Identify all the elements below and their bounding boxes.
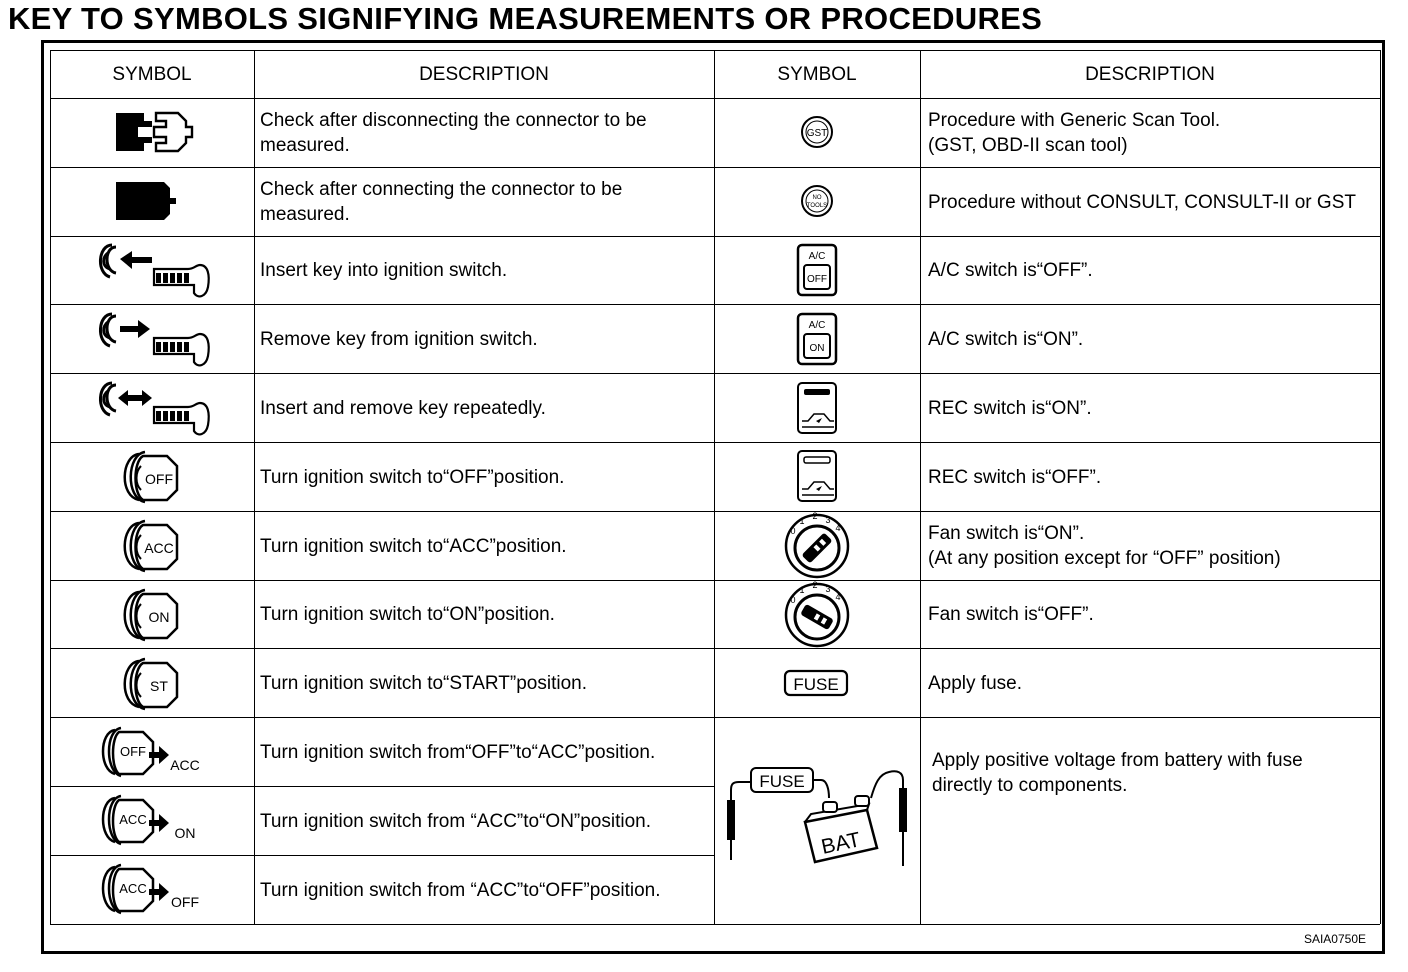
description-line: Turn ignition switch to“ON”position. [260,604,555,626]
icon-label: FUSE [793,674,839,694]
symbol-cell [50,98,254,167]
symbol-cell [714,648,920,717]
description-cell [260,512,714,581]
description-line: Turn ignition switch from “ACC”to“OFF”position. [260,879,661,901]
page-title: KEY TO SYMBOLS SIGNIFYING MEASUREMENTS OR PROCEDURES [8,1,1043,36]
icon-label: ACC [119,881,147,897]
icon-label: 1 [799,585,805,595]
ignition-acc-to-off-icon [99,857,205,921]
ignition-off-to-acc-icon [99,720,205,784]
symbol-cell [50,786,254,855]
icon-label: BAT [819,828,863,860]
icon-label: A/C [808,319,826,331]
description-line: Procedure without CONSULT, CONSULT-II or GST [928,191,1356,213]
icon-label: OFF [171,894,199,911]
icon-label: OFF [145,471,173,488]
fan-off-icon [782,579,852,649]
table-rule [254,50,255,924]
description-cell [260,718,714,787]
description-line: Remove key from ignition switch. [260,329,538,351]
icon-label: 1 [799,516,805,527]
description-line: (GST, OBD-II scan tool) [928,135,1128,157]
table-rule [50,924,1380,925]
rec-on-switch-icon [794,381,840,435]
description-cell [260,168,714,237]
description-line: Fan switch is“ON”. [928,523,1085,545]
description-cell [260,649,714,718]
description-line: Apply fuse. [928,673,1022,695]
description-line: measured. [260,135,350,157]
description-line: Turn ignition switch to“START”position. [260,673,587,695]
symbol-cell [714,580,920,649]
icon-label: 3 [825,515,831,526]
icon-label: OFF [807,273,827,285]
icon-label: 2 [812,511,818,522]
icon-label: ON [174,825,196,842]
description-line: Turn ignition switch to“OFF”position. [260,466,565,488]
ac-off-switch-icon [794,243,840,297]
symbol-cell [714,373,920,442]
description-cell [260,374,714,443]
icon-label: ACC [119,812,147,828]
remove-key-icon [92,308,212,370]
description-cell [928,168,1380,237]
icon-label: 0 [790,526,796,537]
header-right-description: DESCRIPTION [1085,63,1215,85]
ac-on-switch-icon [794,312,840,366]
description-cell [928,512,1380,581]
description-cell [260,787,714,856]
icon-label: ON [809,342,825,354]
description-cell [932,723,1380,823]
connector-connected-icon [106,174,198,228]
symbol-cell [714,98,920,167]
fan-on-icon [782,510,852,580]
header-right-symbol: SYMBOL [777,63,857,85]
description-cell [928,649,1380,718]
symbol-cell [714,167,920,236]
symbol-cell [50,304,254,373]
symbol-cell [50,511,254,580]
insert-remove-key-icon [92,377,212,439]
icon-label: 4 [835,592,841,602]
description-cell [928,443,1380,512]
icon-label: ON [148,608,170,625]
description-cell [260,581,714,650]
description-line: directly to components. [932,775,1128,797]
insert-key-icon [92,239,212,301]
icon-label: 4 [835,523,841,534]
description-line: A/C switch is“ON”. [928,329,1084,351]
ignition-on-icon [117,582,187,646]
symbol-cell [50,373,254,442]
description-line: Procedure with Generic Scan Tool. [928,110,1221,132]
header-left-description: DESCRIPTION [419,63,549,85]
symbol-cell [714,442,920,511]
table-rule [1380,50,1381,924]
icon-label: OFF [120,743,146,759]
ignition-acc-icon [117,513,187,577]
ignition-off-icon [117,444,187,508]
symbol-cell [714,236,920,305]
description-line: Check after connecting the connector to be [260,179,623,201]
description-cell [928,581,1380,650]
description-cell [260,443,714,512]
description-line: REC switch is“ON”. [928,398,1092,420]
icon-label: GST [806,128,828,140]
no-tools-icon [797,181,837,221]
description-cell [928,237,1380,306]
table-rule [920,50,921,924]
description-cell [260,237,714,306]
icon-label: ACC [144,540,174,557]
symbol-cell [50,717,254,786]
ignition-acc-to-on-icon [99,788,205,852]
icon-label: TOOLS [806,203,828,210]
symbol-cell [50,580,254,649]
description-line: Insert key into ignition switch. [260,260,508,282]
description-line: REC switch is“OFF”. [928,466,1102,488]
description-line: Apply positive voltage from battery with fuse [932,750,1303,772]
icon-label: 3 [825,584,831,594]
symbol-cell [714,717,920,923]
symbol-cell [50,236,254,305]
icon-label: 2 [812,580,818,590]
description-cell [260,99,714,168]
icon-label: ACC [170,756,200,773]
description-cell [928,99,1380,168]
description-line: A/C switch is“OFF”. [928,260,1093,282]
description-line: Insert and remove key repeatedly. [260,398,546,420]
description-cell [260,305,714,374]
symbol-cell [714,304,920,373]
description-line: Turn ignition switch to“ACC”position. [260,535,567,557]
rec-off-switch-icon [794,449,840,503]
description-cell [928,374,1380,443]
icon-label: NO [812,195,822,202]
description-line: Turn ignition switch from “ACC”to“ON”position. [260,810,652,832]
icon-label: FUSE [759,772,805,792]
description-line: Fan switch is“OFF”. [928,604,1094,626]
symbol-cell [50,648,254,717]
figure-code: SAIA0750E [1303,932,1366,946]
description-line: Turn ignition switch from“OFF”to“ACC”position. [260,742,656,764]
symbol-cell [50,167,254,236]
gst-icon [797,112,837,152]
connector-disconnected-icon [106,105,198,159]
description-line: measured. [260,204,350,226]
symbol-cell [50,442,254,511]
description-cell [928,305,1380,374]
fuse-icon [782,668,852,698]
icon-label: A/C [808,250,826,262]
header-left-symbol: SYMBOL [112,63,192,85]
symbol-cell [50,855,254,924]
ignition-start-icon [117,651,187,715]
symbol-cell [714,511,920,580]
battery-fuse-icon [717,750,917,890]
icon-label: 0 [790,595,796,605]
description-line: Check after disconnecting the connector to be [260,110,647,132]
description-cell [260,856,714,925]
icon-label: ST [150,677,168,694]
description-line: (At any position except for “OFF” position) [928,548,1281,570]
